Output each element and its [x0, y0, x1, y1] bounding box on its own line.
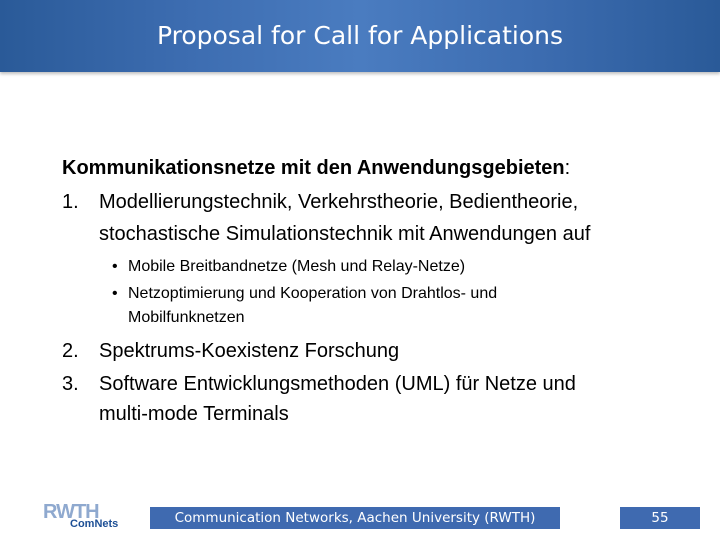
- logo-comnets-text: ComNets: [70, 518, 119, 529]
- footer-text: Communication Networks, Aachen University (RWTH): [150, 507, 560, 529]
- list-item-line: Spektrums-Koexistenz Forschung: [99, 340, 400, 362]
- page-number: 55: [620, 507, 700, 529]
- list-item-number: 3.: [62, 373, 79, 395]
- list-item-number: 2.: [62, 340, 79, 362]
- sub-item-line: Mobilfunknetzen: [128, 309, 245, 326]
- list-item-line: Software Entwicklungsmethoden (UML) für Netze und: [99, 373, 576, 395]
- heading-colon: :: [564, 157, 571, 179]
- list-item-line: stochastische Simulationstechnik mit Anwendungen auf: [99, 223, 591, 245]
- list-item-number: 1.: [62, 191, 79, 213]
- sub-item-line: Mobile Breitbandnetze (Mesh und Relay-Netze): [128, 258, 466, 275]
- list-item-line: multi-mode Terminals: [99, 403, 289, 425]
- heading-bold-text: Kommunikationsnetze mit den Anwendungsgebieten: [62, 157, 565, 179]
- slide-title: Proposal for Call for Applications: [156, 21, 564, 50]
- rwth-comnets-logo: [42, 499, 132, 529]
- logo-rwth-text: RWTH: [43, 501, 99, 523]
- sub-bullet-icon: •: [112, 285, 118, 302]
- slide-heading: [62, 155, 570, 181]
- sub-bullet-icon: •: [112, 258, 118, 275]
- list-item-line: Modellierungstechnik, Verkehrstheorie, Bedientheorie,: [99, 191, 579, 213]
- sub-item-line: Netzoptimierung und Kooperation von Drahtlos- und: [128, 285, 498, 302]
